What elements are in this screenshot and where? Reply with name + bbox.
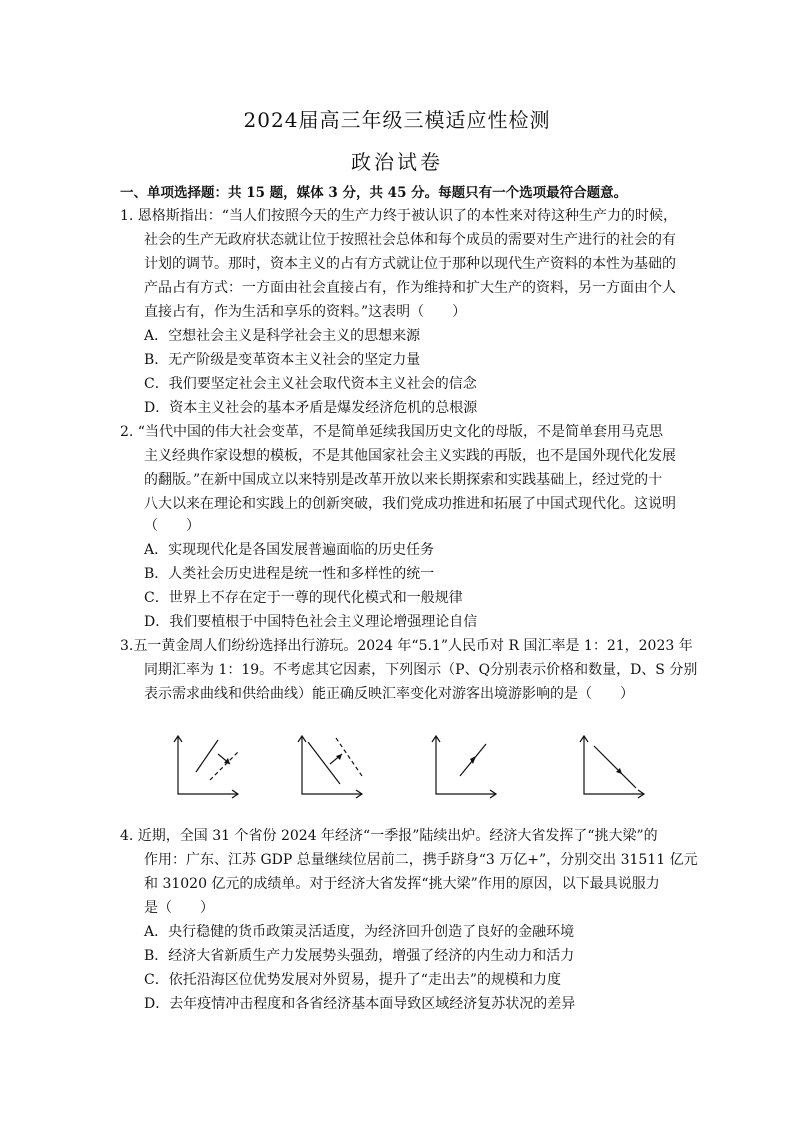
question-4-option-c: C．依托沿海区位优势发展对外贸易，提升了“走出去”的规模和力度	[144, 972, 562, 988]
option-a-graph	[172, 732, 242, 802]
question-4-option-a: A．央行稳健的货币政策灵活适度，为经济回升创造了良好的金融环境	[144, 924, 575, 940]
question-2-line: 的翻版。”在新中国成立以来特别是改革开放以来长期探索和实践基础上，经过党的十	[144, 472, 663, 488]
question-1-option-a: A．空想社会主义是科学社会主义的思想来源	[144, 328, 421, 344]
exam-subtitle: 政治试卷	[351, 150, 443, 174]
question-1-line: 社会的生产无政府状态就让位于按照社会总体和每个成员的需要对生产进行的社会的有	[144, 232, 676, 248]
question-3-line: 表示需求曲线和供给曲线）能正确反映汇率变化对游客出境游影响的是（ ）	[144, 686, 634, 702]
section-header: 一、单项选择题：共 15 题，媒体 3 分，共 45 分。每题只有一个选项最符合题意。	[120, 185, 628, 201]
question-1-option-c: C．我们要坚定社会主义社会取代资本主义社会的信念	[144, 376, 477, 392]
question-2-line: 主义经典作家设想的模板，不是其他国家社会主义实践的再版，也不是国外现代化发展	[144, 448, 676, 464]
question-4-line: 作用：广东、江苏 GDP 总量继续位居前二，携手跻身“3 万亿+”，分别交出 31511 亿元	[144, 852, 698, 868]
question-2-option-c: C．世界上不存在定于一尊的现代化模式和一般规律	[144, 590, 463, 606]
question-4-line: 是（ ）	[144, 900, 214, 916]
question-4-option-d: D．去年疫情冲击程度和各省经济基本面导致区域经济复苏状况的差异	[144, 996, 576, 1012]
option-b-graph	[296, 732, 366, 802]
supply-demand-graph-a	[172, 732, 242, 802]
question-3-line: 同期汇率为 1：19。不考虑其它因素，下列图示（P、Q分别表示价格和数量，D、S 分别	[144, 662, 698, 678]
supply-demand-graph-d	[578, 732, 648, 802]
option-c-graph	[430, 732, 500, 802]
question-4-line: 和 31020 亿元的成绩单。对于经济大省发挥“挑大梁”作用的原因，以下最具说服力	[144, 876, 660, 892]
question-1-option-d: D．资本主义社会的基本矛盾是爆发经济危机的总根源	[144, 400, 478, 416]
question-3-line: 3.五一黄金周人们纷纷选择出行游玩。2024 年“5.1”人民币对 R 国汇率是 1：21，2023 年	[120, 638, 693, 654]
question-1-option-b: B．无产阶级是变革资本主义社会的坚定力量	[144, 352, 421, 368]
question-4-line: 4. 近期，全国 31 个省份 2024 年经济“一季报”陆续出炉。经济大省发挥了“挑大梁”的	[120, 828, 658, 844]
question-2-option-d: D．我们要植根于中国特色社会主义理论增强理论自信	[144, 614, 478, 630]
option-d-graph	[578, 732, 648, 802]
question-2-option-b: B．人类社会历史进程是统一性和多样性的统一	[144, 566, 435, 582]
exam-title: 2024届高三年级三模适应性检测	[243, 108, 551, 132]
question-1-line: 产品占有方式：一方面由社会直接占有，作为维持和扩大生产的资料，另一方面由个人	[144, 280, 676, 296]
question-1-line: 计划的调节。那时，资本主义的占有方式就让位于那种以现代生产资料的本性为基础的	[144, 256, 676, 272]
question-2-line: 2. “当代中国的伟大社会变革，不是简单延续我国历史文化的母版，不是简单套用马克思	[120, 424, 663, 440]
question-4-option-b: B．经济大省新质生产力发展势头强劲，增强了经济的内生动力和活力	[144, 948, 575, 964]
question-2-line: 八大以来在理论和实践上的创新突破，我们党成功推进和拓展了中国式现代化。这说明	[144, 496, 676, 512]
question-2-line: （ ）	[144, 518, 200, 534]
supply-demand-graph-c	[430, 732, 500, 802]
question-1-line: 直接占有，作为生活和享乐的资料。”这表明（ ）	[144, 304, 467, 320]
question-1-line: 1. 恩格斯指出：“当人们按照今天的生产力终于被认识了的本性来对待这种生产力的时候，	[120, 208, 677, 224]
question-2-option-a: A．实现现代化是各国发展普遍面临的历史任务	[144, 542, 435, 558]
supply-demand-graph-b	[296, 732, 366, 802]
